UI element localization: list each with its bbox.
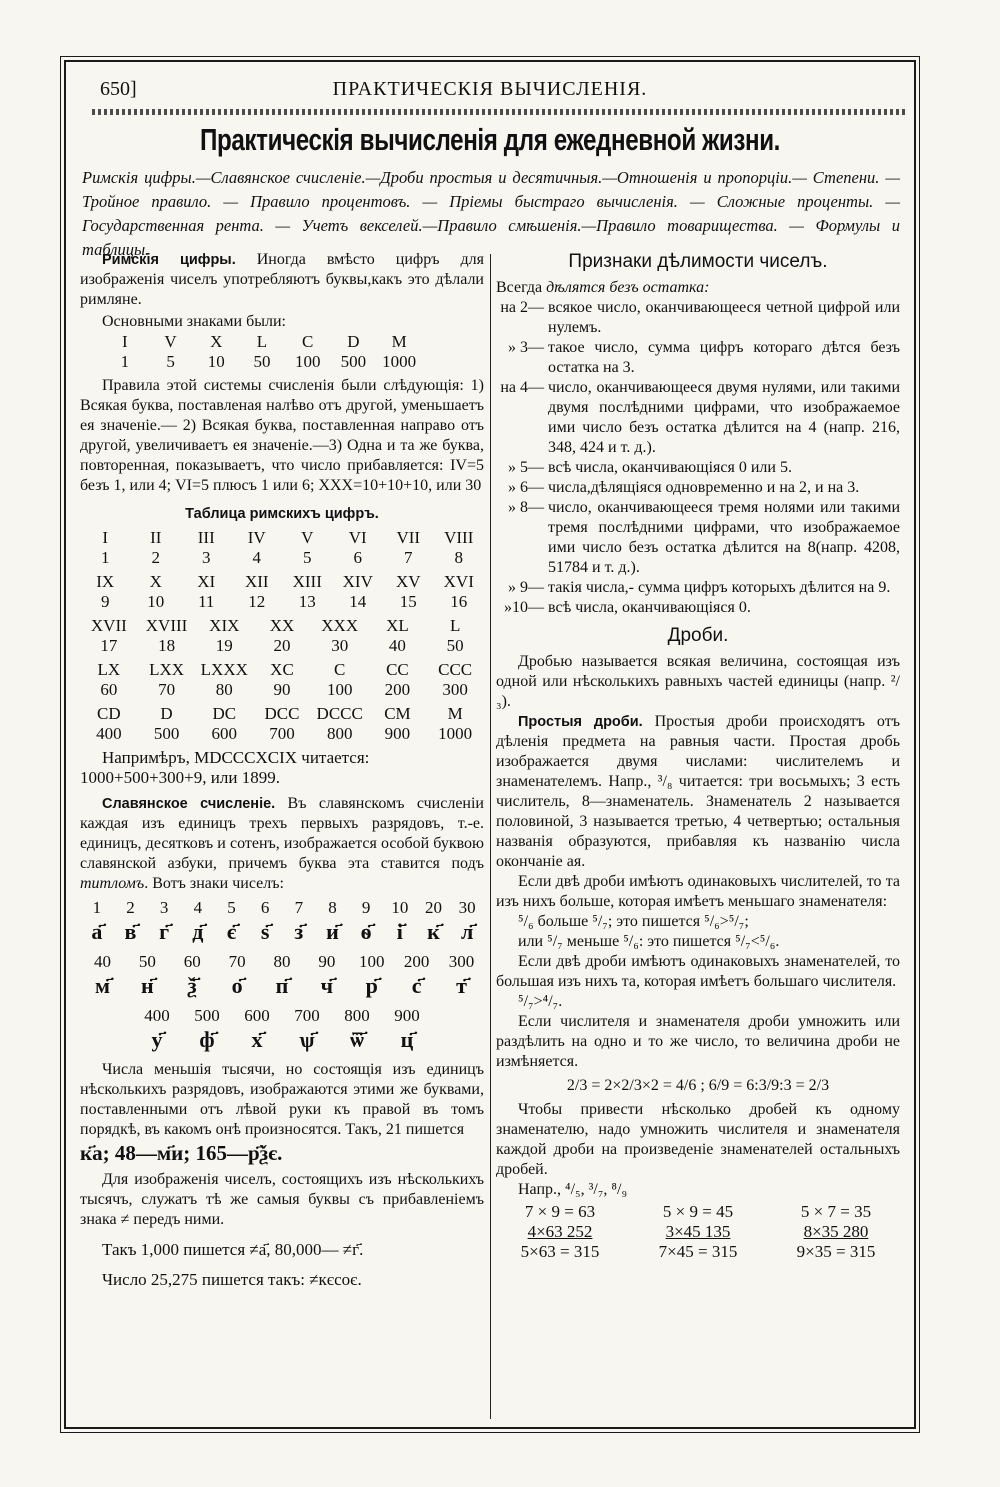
column-rule [490, 254, 491, 1419]
slav-letter-row-cell: х҃ [251, 1027, 263, 1052]
roman-row-cell: IV [247, 528, 266, 547]
value-row [80, 592, 484, 612]
header-rule [92, 109, 906, 115]
slav-number-row-cell: 10 [391, 898, 409, 917]
slav-letter-row-cell: є҃ [226, 919, 237, 944]
roman-row-cell: LX [97, 660, 121, 679]
value-row-cell: 800 [326, 724, 353, 743]
slav-letter-row-cell: ц҃ [400, 1027, 414, 1052]
slav-letter-row-cell: ѕ҃ [260, 919, 270, 944]
roman-intro-text: Иногда вмѣсто цифръ для изображенія чиселъ употребляютъ буквы,какъ это дѣлали римляне. [80, 251, 484, 308]
item-marker: » 6— [508, 479, 544, 496]
roman-row-cell: XXX [321, 616, 359, 635]
value-row-cell: 700 [269, 724, 295, 743]
example-b: или ⁵/₇ меньше ⁵/₆: это пишется ⁵/₇<⁵/₆. [518, 933, 780, 950]
value-row-cell: 9 [101, 592, 110, 611]
item-marker: » 9— [508, 579, 544, 596]
value-row-cell: 900 [384, 724, 411, 743]
multiply-rule: Если числителя и знаменателя дроби умножить или раздѣлить на одно и то же число, то величина дроби не измѣняется. [496, 1013, 900, 1070]
value-row-cell: 18 [158, 636, 176, 655]
value-row-cell: 300 [442, 680, 468, 699]
main-sign: L [256, 332, 268, 351]
value-row-cell: 10 [147, 592, 165, 611]
main-sign: C [302, 332, 314, 351]
divisibility-item [496, 378, 900, 458]
slavonic-p5: Число 25,275 пишется такъ: ≠кєсоє. [102, 1270, 362, 1289]
divisibility-heading: Признаки дѣлимости чиселъ. [568, 251, 828, 272]
roman-intro [80, 250, 484, 310]
slav-number-row-cell: 7 [294, 898, 304, 917]
value-row-cell: 2 [151, 548, 160, 567]
calc-cell: 7×45 = 315 [658, 1242, 738, 1261]
roman-row [80, 660, 484, 680]
slav-letter-row-cell: и҃ [326, 919, 339, 944]
slav-number-row-cell: 800 [344, 1006, 370, 1025]
roman-row-cell: DCC [264, 704, 300, 723]
roman-row-cell: LXXX [200, 660, 248, 679]
example-c: ⁵/₇>⁴/₇. [518, 993, 563, 1010]
calc-cell: 4×63 252 [527, 1222, 593, 1241]
value-row-cell: 20 [273, 636, 291, 655]
slav-letter-row-cell: м҃ [94, 973, 110, 998]
slav-number-row [80, 952, 484, 972]
value-row-cell: 12 [248, 592, 266, 611]
value-row-cell: 60 [100, 680, 118, 699]
slav-number-row-cell: 200 [403, 952, 430, 971]
section-head-slavonic: Славянское счисленіе. [102, 796, 276, 812]
slav-number-row-cell: 3 [159, 898, 169, 917]
roman-row-cell: XVII [90, 616, 127, 635]
slavonic-text-b: . Вотъ знаки чиселъ: [144, 875, 284, 892]
value-row-cell: 1 [101, 548, 110, 567]
divisibility-item [496, 498, 900, 578]
slav-number-row-cell: 400 [144, 1006, 170, 1025]
same-numerator: Если двѣ дроби имѣютъ одинаковыхъ числителей, то та изъ нихъ больше, которая имѣетъ меньшаго знаменателя: [496, 873, 900, 910]
slav-letter-row-cell: р҃ [365, 973, 378, 998]
value-row-cell: 6 [353, 548, 362, 567]
slav-letter-row-cell: ѿ҃ [350, 1027, 364, 1052]
item-text: такія числа,- сумма цифръ которыхъ дѣлится на 9. [548, 579, 891, 596]
item-text: число, оканчивающееся тремя нолями или такими тремя послѣдними цифрами, что изображаемое ими число безъ остатка дѣлится на 8(напр. 4208, 51784 и т. д.). [548, 499, 900, 576]
slav-letter-row-cell: д҃ [192, 919, 204, 944]
slavonic-example: к҃а; 48—м҃и; 165—р҃ѯє. [80, 1141, 283, 1165]
divisibility-item [496, 598, 900, 618]
slav-number-row-cell: 40 [93, 952, 111, 971]
roman-row-cell: XIX [209, 616, 240, 635]
slav-letter-row-cell: о҃ [231, 973, 243, 998]
value-row-cell: 17 [100, 636, 118, 655]
value-row-cell: 11 [198, 592, 215, 611]
divisibility-list [496, 298, 900, 618]
main-sign: V [164, 332, 177, 351]
value-row [80, 636, 484, 656]
slavonic-p4: Такъ 1,000 пишется ≠а҃, 80,000— ≠г҃. [102, 1240, 364, 1259]
slav-letter-row-cell: л҃ [460, 919, 474, 944]
value-row-cell: 90 [273, 680, 291, 699]
slav-letter-row-cell: і҃ [396, 919, 403, 944]
main-sign: D [347, 332, 360, 351]
left-column [80, 250, 484, 1290]
slav-letter-row [132, 1026, 432, 1054]
right-column [496, 250, 900, 1262]
slav-letter-row [80, 972, 484, 1000]
roman-row-cell: XX [269, 616, 295, 635]
calculation-grid [496, 1202, 900, 1262]
divisibility-item [496, 478, 900, 498]
fraction-equation: 2/3 = 2×2/3×2 = 4/6 ; 6/9 = 6:3/9:3 = 2/3 [566, 1077, 830, 1094]
roman-row-cell: XI [197, 572, 216, 591]
slav-letter-row [80, 918, 484, 946]
roman-row-cell: LXX [149, 660, 185, 679]
value-row [80, 548, 484, 568]
slav-letter-row-cell: к҃ [427, 919, 440, 944]
example-fractions: Напр., ⁴/₅, ³/₇, ⁸/₉ [518, 1181, 628, 1198]
slav-number-row-cell: 60 [183, 952, 201, 971]
main-value: 500 [340, 352, 367, 371]
main-signs-grid [102, 332, 422, 372]
roman-row [80, 572, 484, 592]
item-marker: на 2— [500, 299, 544, 316]
article-title: Практическія вычисленія для ежедневной жизни. [199, 122, 781, 157]
main-value: 100 [294, 352, 321, 371]
value-row-cell: 15 [399, 592, 417, 611]
page-number: 650] [100, 78, 137, 100]
slav-number-row-cell: 5 [227, 898, 236, 917]
slavonic-p2: Числа меньшія тысячи, но состоящія изъ единицъ нѣсколькихъ разрядовъ, изображаются этими же буквами, поставленными отъ лѣвой руки къ правой въ томъ порядкѣ, въ какомъ онѣ произносятся. Такъ, 21 пишется [80, 1061, 484, 1138]
slav-number-row-cell: 700 [294, 1006, 320, 1025]
slav-letter-row-cell: ѳ҃ [360, 919, 372, 944]
slav-number-row-cell: 900 [394, 1006, 420, 1025]
slavonic-text-a: Въ славянскомъ счисленіи каждая изъ единицъ трехъ первыхъ разрядовъ, т.-е. единицъ, десятковъ и сотенъ, изображается особой буквою славянской азбуки, причемъ буква эта ставится подъ [80, 795, 484, 872]
main-signs-label: Основными знаками были: [102, 313, 286, 330]
value-row [80, 724, 484, 744]
roman-row-cell: XL [386, 616, 409, 635]
item-text: всѣ числа, оканчивающіяся 0 или 5. [548, 459, 792, 476]
slav-letter-row-cell: ѱ҃ [299, 1027, 315, 1052]
slav-number-row-cell: 300 [448, 952, 475, 971]
main-value: 1000 [382, 352, 417, 371]
slav-letter-row-cell: а҃ [91, 919, 103, 944]
slav-letter-row-cell: г҃ [159, 919, 170, 944]
slav-number-row [80, 898, 484, 918]
value-row-cell: 600 [211, 724, 238, 743]
roman-row-cell: DC [212, 704, 237, 723]
roman-row-cell: II [150, 528, 162, 547]
common-denominator: Чтобы привести нѣсколько дробей къ одному знаменателю, надо умножить числителя и знаменателя каждой дроби на произведеніе знаменателей остальныхъ дробей. [496, 1101, 900, 1178]
item-marker: » 8— [508, 499, 544, 516]
slav-number-row [132, 1006, 432, 1026]
roman-row [80, 704, 484, 724]
slav-number-row-cell: 100 [359, 952, 385, 971]
slav-number-row-cell: 500 [194, 1006, 220, 1025]
slav-letter-row-cell: в҃ [124, 919, 137, 944]
slav-number-row-cell: 90 [318, 952, 336, 971]
roman-row-cell: CC [386, 660, 409, 679]
value-row [80, 680, 484, 700]
roman-row-cell: XVIII [145, 616, 188, 635]
calc-cell: 5×63 = 315 [520, 1242, 600, 1261]
value-row-cell: 7 [404, 548, 413, 567]
roman-row-cell: XV [395, 572, 421, 591]
slav-letter-row-cell: н҃ [140, 973, 154, 998]
slav-letter-row-cell: ф҃ [199, 1027, 215, 1052]
slav-number-row-cell: 8 [328, 898, 337, 917]
divisibility-item [496, 578, 900, 598]
slav-letter-row-cell: з҃ [294, 919, 304, 944]
value-row-cell: 4 [252, 548, 261, 567]
calc-cell: 3×45 135 [665, 1222, 731, 1241]
item-marker: » 5— [508, 459, 544, 476]
slav-letter-row-cell: ѯ҃ [187, 973, 197, 998]
value-row-cell: 8 [454, 548, 463, 567]
main-value: 1 [120, 352, 130, 371]
roman-row-cell: I [102, 528, 109, 547]
calc-cell: 7 × 9 = 63 [524, 1202, 596, 1221]
calc-cell: 5 × 9 = 45 [662, 1202, 734, 1221]
section-head-roman: Римскія цифры. [102, 252, 236, 268]
same-denominator: Если двѣ дроби имѣютъ одинаковыхъ знаменателей, то большая изъ нихъ та, которая имѣетъ большаго числителя. [496, 953, 900, 990]
running-title: ПРАКТИЧЕСКІЯ ВЫЧИСЛЕНІЯ. [332, 78, 648, 100]
fractions-heading: Дроби. [667, 625, 729, 646]
slav-number-row-cell: 6 [260, 898, 270, 917]
value-row-cell: 70 [158, 680, 176, 699]
divisibility-item [496, 298, 900, 338]
simple-text: Простыя дроби происходятъ отъ дѣленія предмета на равныя части. Простая дробь изображается двумя числами: числителемъ и знаменателемъ. Напр., ³/₈ читается: три восьмыхъ; 3 есть числитель, 8—знаменатель. Знаменатель 2 называется половиной, 3 называется третью, 4 четвертью; остальныя названія образуются, прибавляя къ названію числа окончаніе ая. [496, 713, 900, 870]
slav-letter-row-cell: с҃ [411, 973, 422, 998]
example-line-2: 1000+500+300+9, или 1899. [80, 768, 280, 787]
item-marker: » 3— [508, 339, 544, 356]
slav-number-row-cell: 70 [228, 952, 246, 971]
simple-fractions [496, 712, 900, 872]
value-row-cell: 19 [215, 636, 233, 655]
divisibility-item [496, 458, 900, 478]
slav-letter-row-cell: у҃ [151, 1027, 163, 1052]
article-summary: Римскія цифры.—Славянское счисленіе.—Дроби простыя и десятичныя.—Отношенія и пропорціи.— Степени. — Тройное правило. — Правило процентовъ. — Пріемы быстраго вычисленія. — Сложные проценты. — Государственная рента. — Учетъ векселей.—Правило смѣшенія.—Правило товарищества. — Формулы и таблицы. [82, 168, 900, 259]
divisibility-item [496, 338, 900, 378]
value-row-cell: 5 [303, 548, 312, 567]
slavonic-table [80, 898, 484, 1054]
slav-number-row-cell: 30 [458, 898, 476, 917]
slav-letter-row-cell: п҃ [275, 973, 289, 998]
roman-table [80, 528, 484, 744]
table-heading: Таблица римскихъ цифръ. [185, 506, 379, 522]
value-row-cell: 40 [388, 636, 406, 655]
value-row-cell: 500 [153, 724, 180, 743]
roman-row-cell: VIII [444, 528, 474, 547]
item-text: число, оканчивающееся двумя нулями, или такими двумя послѣдними цифрами, что изображаемое ими число безъ остатка дѣлится на 4 (напр. 216, 348, 424 и т. д.). [548, 379, 900, 456]
section-head-simple: Простыя дроби. [518, 714, 643, 730]
slav-number-row-cell: 2 [126, 898, 135, 917]
main-sign: X [210, 332, 223, 351]
slav-number-row-cell: 1 [92, 898, 102, 917]
value-row-cell: 100 [326, 680, 353, 699]
roman-row-cell: XC [270, 660, 294, 679]
roman-row-cell: VII [396, 528, 421, 547]
fractions-def: Дробью называется всякая величина, состоящая изъ одной или нѣсколькихъ равныхъ частей единицы (напр. ²/₃). [496, 653, 900, 710]
slav-number-row-cell: 600 [244, 1006, 270, 1025]
value-row-cell: 1000 [438, 724, 473, 743]
roman-row-cell: IX [96, 572, 115, 591]
lead-text: Всегда [496, 279, 547, 296]
calc-cell: 5 × 7 = 35 [800, 1202, 872, 1221]
running-header [66, 78, 914, 104]
roman-row [80, 528, 484, 548]
roman-row-cell: XII [244, 572, 269, 591]
slavonic-p3: Для изображенія чиселъ, состоящихъ изъ нѣсколькихъ тысячъ, служатъ тѣ же самыя буквы съ прибавленіемъ знака ≠ передъ ними. [80, 1171, 484, 1228]
slav-number-row-cell: 80 [273, 952, 291, 971]
calc-cell: 9×35 = 315 [796, 1242, 876, 1261]
value-row-cell: 80 [215, 680, 233, 699]
roman-row-cell: L [449, 616, 461, 635]
lead-italic: дѣлятся безъ остатка: [546, 279, 710, 296]
value-row-cell: 14 [349, 592, 367, 611]
roman-row-cell: D [160, 704, 173, 723]
slavonic-intro [80, 794, 484, 894]
roman-row-cell: CM [384, 704, 411, 723]
slavonic-titlo: титломъ [80, 875, 145, 892]
divisibility-lead [496, 278, 900, 298]
value-row-cell: 50 [446, 636, 464, 655]
slav-number-row-cell: 4 [193, 898, 203, 917]
main-value: 5 [166, 352, 175, 371]
roman-row-cell: C [334, 660, 346, 679]
value-row-cell: 200 [384, 680, 411, 699]
slav-number-row-cell: 20 [424, 898, 442, 917]
slav-letter-row-cell: ч҃ [320, 973, 334, 998]
value-row-cell: 3 [202, 548, 211, 567]
slav-letter-row-cell: т҃ [456, 973, 467, 998]
roman-row-cell: M [447, 704, 463, 723]
calc-cell: 8×35 280 [803, 1222, 869, 1241]
page-frame [64, 60, 916, 1429]
value-row-cell: 30 [331, 636, 349, 655]
roman-row-cell: V [301, 528, 314, 547]
roman-row-cell: XVI [443, 572, 474, 591]
item-text: всѣ числа, оканчивающіяся 0. [548, 599, 751, 616]
item-text: числа,дѣлящіяся одновременно и на 2, и на 3. [548, 479, 860, 496]
roman-row-cell: XIII [292, 572, 322, 591]
roman-row-cell: DCCC [316, 704, 363, 723]
roman-row-cell: XIV [342, 572, 373, 591]
roman-row-cell: CD [97, 704, 121, 723]
roman-row-cell: VI [348, 528, 367, 547]
example-line-1: Напримѣръ, MDCCCXCIX читается: [102, 748, 370, 767]
value-row-cell: 400 [96, 724, 122, 743]
slav-number-row-cell: 9 [361, 898, 371, 917]
value-row-cell: 13 [298, 592, 316, 611]
roman-row [80, 616, 484, 636]
item-text: всякое число, оканчивающееся четной цифрой или нулемъ. [548, 299, 900, 336]
roman-row-cell: III [197, 528, 215, 547]
main-value: 10 [207, 352, 225, 371]
main-value: 50 [253, 352, 271, 371]
roman-row-cell: X [149, 572, 162, 591]
slav-number-row-cell: 50 [138, 952, 156, 971]
item-marker: на 4— [500, 379, 544, 396]
value-row-cell: 16 [450, 592, 468, 611]
item-marker: »10— [504, 599, 544, 616]
item-text: такое число, сумма цифръ котораго дѣтся безъ остатка на 3. [548, 339, 900, 376]
roman-rules: Правила этой системы счисленія были слѣдующія: 1) Всякая буква, поставленая налѣво отъ другой, уменьшаетъ ея значеніе.— 2) Всякая буква, поставленная направо отъ другой, увеличиваетъ ея значеніе.—3) Одна и та же буква, повторенная, показываетъ, что число прибавляется: IV=5 безъ 1, или 4; VI=5 плюсъ 1 или 6; XXX=10+10+10, или 30 [80, 377, 484, 494]
roman-row-cell: CCC [438, 660, 473, 679]
main-sign: I [122, 332, 128, 351]
example-a: ⁵/₆ больше ⁵/₇; это пишется ⁵/₆>⁵/₇; [518, 913, 749, 930]
main-sign: M [391, 332, 407, 351]
